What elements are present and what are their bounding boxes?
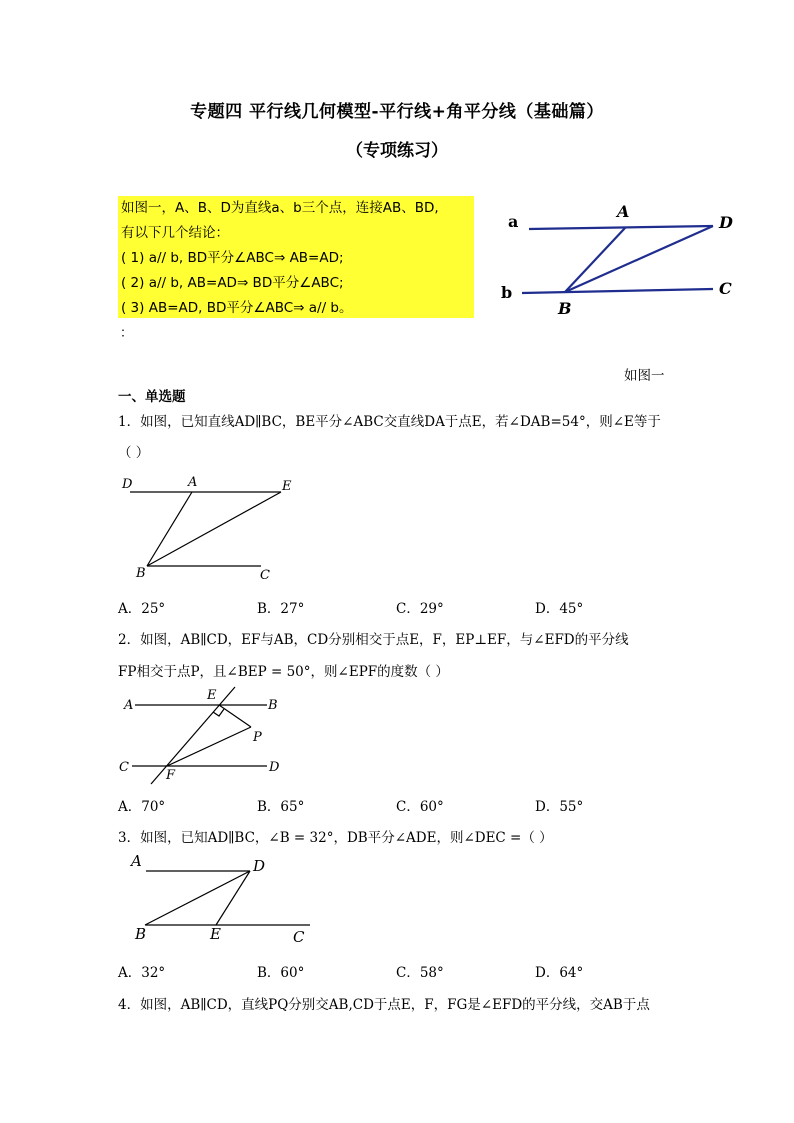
question-2 (118, 628, 629, 648)
label-C: C (719, 279, 732, 298)
question-1-blank: （ ） (118, 445, 150, 461)
question-1 (118, 410, 661, 430)
option-c[interactable]: C．29° (396, 601, 444, 617)
question-3 (118, 826, 553, 846)
label-A: A (131, 852, 142, 870)
figure-caption: 如图一 (624, 368, 665, 384)
segment-bd (565, 226, 713, 292)
intro-note (118, 196, 474, 318)
label-a: a (508, 212, 519, 231)
label-P: P (253, 730, 262, 745)
label-F: F (166, 768, 176, 783)
option-a[interactable]: A．25° (118, 601, 166, 617)
question-number: 1． (118, 414, 141, 430)
label-B: B (136, 566, 146, 581)
line-a (529, 226, 713, 229)
label-B: B (135, 925, 147, 943)
label-B: B (268, 698, 278, 713)
label-D: D (253, 857, 266, 875)
label-E: E (282, 479, 292, 494)
question-text: 如图，已知直线AD∥BC，BE平分∠ABC交直线DA于点E，若∠DAB=54°，则∠E等于 (140, 414, 661, 430)
section-heading: 一、单选题 (118, 389, 186, 405)
option-b[interactable]: B．65° (257, 799, 305, 815)
option-d[interactable]: D．55° (535, 799, 584, 815)
question-4 (118, 993, 650, 1013)
intro-line: ( 3) AB=AD, BD平分∠ABC⇒ a// b。 (121, 300, 353, 316)
option-b[interactable]: B．60° (257, 965, 305, 981)
question-2-line2: FP相交于点P，且∠BEP = 50°，则∠EPF的度数（ ） (118, 664, 449, 680)
label-b: b (501, 283, 513, 302)
label-A: A (188, 475, 198, 490)
label-C: C (260, 568, 270, 583)
option-b[interactable]: B．27° (257, 601, 305, 617)
label-A: A (124, 698, 134, 713)
option-a[interactable]: A．70° (118, 799, 166, 815)
label-B: B (558, 299, 572, 318)
page-title: 专题四 平行线几何模型-平行线+角平分线（基础篇） (190, 102, 604, 122)
question-text: 如图，AB∥CD，EF与AB，CD分别相交于点E，F，EP⊥EF，与∠EFD的平分线 (140, 632, 629, 648)
label-C: C (293, 928, 305, 946)
question-number: 3． (118, 830, 141, 846)
label-D: D (269, 760, 280, 775)
question-number: 4． (118, 997, 141, 1013)
intro-line: 有以下几个结论： (121, 225, 229, 241)
label-D: D (122, 477, 133, 492)
option-d[interactable]: D．64° (535, 965, 584, 981)
label-D: D (719, 213, 733, 232)
line-b (522, 289, 713, 293)
intro-colon: ： (120, 326, 134, 341)
question-1-figure (118, 472, 318, 587)
option-c[interactable]: C．58° (396, 965, 444, 981)
label-E: E (210, 925, 221, 943)
intro-figure (495, 195, 755, 320)
intro-line: ( 2) a// b, AB=AD⇒ BD平分∠ABC; (121, 275, 344, 291)
intro-line: 如图一，A、B、D为直线a、b三个点，连接AB、BD, (121, 200, 439, 216)
page-subtitle: （专项练习） (346, 141, 448, 161)
question-text: 如图，已知AD∥BC，∠B = 32°，DB平分∠ADE，则∠DEC =（ ） (140, 830, 553, 846)
label-A: A (617, 202, 630, 221)
question-text: 如图，AB∥CD，直线PQ分别交AB,CD于点E，F，FG是∠EFD的平分线，交AB于点 (140, 997, 650, 1013)
option-a[interactable]: A．32° (118, 965, 166, 981)
question-number: 2． (118, 632, 141, 648)
question-3-figure (118, 850, 318, 950)
label-E: E (207, 688, 217, 703)
segment-ab (565, 228, 625, 292)
option-c[interactable]: C．60° (396, 799, 444, 815)
question-2-figure (115, 683, 300, 788)
option-d[interactable]: D．45° (535, 601, 584, 617)
label-C: C (119, 760, 129, 775)
intro-line: ( 1) a// b, BD平分∠ABC⇒ AB=AD; (121, 250, 344, 266)
